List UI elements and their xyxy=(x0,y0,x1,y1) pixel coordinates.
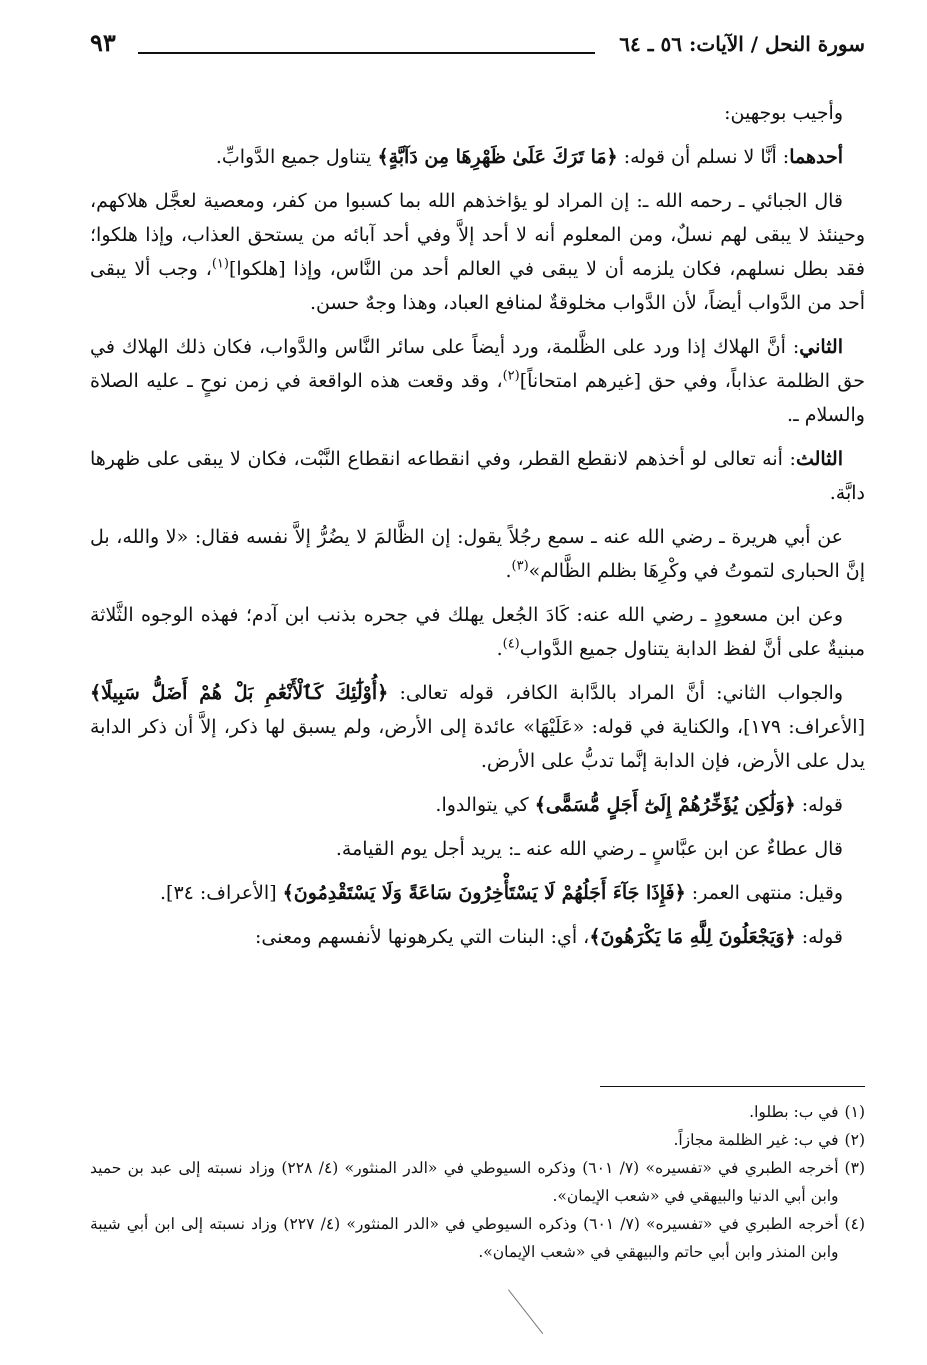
main-text xyxy=(90,96,865,964)
page-number: ٩٣ xyxy=(90,28,116,57)
paragraph xyxy=(90,96,865,130)
paragraph-text: كي يتوالدوا. xyxy=(435,794,535,816)
paragraph-text: : أنه تعالى لو أخذهم لانقطع القطر، وفي انقطاعه انقطاع النَّبْت، فكان لا يبقى على ظهرها دابَّة. xyxy=(90,448,865,504)
paragraph-text: قوله: xyxy=(795,926,843,948)
running-header xyxy=(90,28,865,62)
quran-verse: ﴿أُوْلَٰٓئِكَ كَٱلْأَنْعَٰمِ بَلْ هُمْ أَضَلُّ سَبِيلًا﴾ xyxy=(90,682,389,704)
paragraph-text: قال الجبائي ـ رحمه الله ـ: إن المراد لو يؤاخذهم الله بما كسبوا من كفر، ومعصية لعجَّل هلاكهم، وحينئذ لا يبقى لهم نسلٌ، ومن المعلوم أنه لا أحد إلاَّ وفي أحد آبائه من يستحق العذاب، وإذا هلكوا؛ فقد بطل نسلهم، فكان يلزمه أن لا يبقى في العالم أحد من النَّاس، وإذا [هلكوا] xyxy=(90,190,865,280)
footnote xyxy=(90,1154,865,1210)
paragraph-text: وقيل: منتهى العمر: xyxy=(685,882,843,904)
paragraph xyxy=(90,876,865,910)
paragraph xyxy=(90,676,865,778)
paragraph-label: أحدهما xyxy=(789,146,843,168)
footnote-number: (٤) xyxy=(844,1215,865,1233)
quran-verse: ﴿وَيَجْعَلُونَ لِلَّهِ مَا يَكْرَهُونَ﴾ xyxy=(589,926,796,948)
paragraph-text: ، وجب ألا يبقى أحد من الدَّواب أيضاً، لأن الدَّواب مخلوقةٌ لمنافع العباد، وهذا وجهٌ حسن. xyxy=(90,258,865,314)
paragraph-text: [الأعراف: ٣٤]. xyxy=(159,882,283,904)
footnote-divider xyxy=(600,1086,865,1087)
footnote xyxy=(90,1098,865,1126)
paragraph-label: الثالث xyxy=(795,448,843,470)
quran-verse: ﴿مَا تَرَكَ عَلَىٰ ظَهْرِهَا مِن دَآبَّةٍ﴾ xyxy=(377,146,618,168)
footnote xyxy=(90,1210,865,1266)
paragraph-text: : أنَّ الهلاك إذا ورد على الظَّلمة، ورد أيضاً على سائر النَّاس والدَّواب، فكان ذلك الهلاك في حق الظلمة عذاباً، وفي حق [غيرهم امتحاناً] xyxy=(90,336,866,392)
paragraph xyxy=(90,832,865,866)
scan-mark xyxy=(508,1289,543,1334)
paragraph xyxy=(90,788,865,822)
paragraph-text: ، وقد وقعت هذه الواقعة في زمن نوحٍ ـ عليه الصلاة والسلام ـ. xyxy=(90,370,865,426)
paragraph xyxy=(90,184,865,320)
paragraph-text: يتناول جميع الدَّوابِّ. xyxy=(215,146,378,168)
paragraph xyxy=(90,520,865,588)
paragraph-text: قوله: xyxy=(795,794,843,816)
footnote-number: (٣) xyxy=(844,1159,865,1177)
paragraph xyxy=(90,140,865,174)
paragraph-text: : أنَّا لا نسلم أن قوله: xyxy=(617,146,790,168)
paragraph-text: . xyxy=(505,560,512,582)
footnotes xyxy=(90,1098,865,1266)
footnote-text: في ب: بطلوا. xyxy=(749,1103,839,1121)
footnote-number: (١) xyxy=(844,1103,865,1121)
quran-verse: ﴿فَإِذَا جَآءَ أَجَلُهُمْ لَا يَسْتَأْخِرُونَ سَاعَةً وَلَا يَسْتَقْدِمُونَ﴾ xyxy=(282,882,686,904)
paragraph-text: . xyxy=(496,638,503,660)
footnote-ref[interactable]: (٤) xyxy=(502,636,520,652)
paragraph-text: [الأعراف: ١٧٩]، والكناية في قوله: «عَلَيْهَا» عائدة إلى الأرض، ولم يسبق لها ذكر، إلاَّ أن ذكر الدابة يدل على الأرض، فإن الدابة إنَّما تدبُّ على الأرض. xyxy=(90,716,865,772)
footnote-ref[interactable]: (٣) xyxy=(511,558,529,574)
footnote-ref[interactable]: (١) xyxy=(211,256,229,272)
paragraph-text: قال عطاءٌ عن ابن عبَّاسٍ ـ رضي الله عنه ـ: يريد أجل يوم القيامة. xyxy=(335,838,843,860)
paragraph-text: وأجيب بوجهين: xyxy=(724,102,843,124)
footnote-text: أخرجه الطبري في «تفسيره» (٧/ ٦٠١) وذكره السيوطي في «الدر المنثور» (٤/ ٢٢٨) وزاد نسبته إلى عبد بن حميد وابن أبي الدنيا والبيهقي في «شعب الإيمان». xyxy=(90,1159,839,1205)
paragraph xyxy=(90,598,865,666)
header-rule xyxy=(138,52,595,54)
header-title: سورة النحل / الآيات: ٥٦ ـ ٦٤ xyxy=(619,32,865,56)
footnote-text: في ب: غير الظلمة مجازاً. xyxy=(673,1131,839,1149)
paragraph-text: وعن ابن مسعودٍ ـ رضي الله عنه: كَادَ الجُعل يهلك في جحره بذنب ابن آدم؛ فهذه الوجوه الثَّلاثة مبنيةٌ على أنَّ لفظ الدابة يتناول جميع الدَّواب xyxy=(90,604,865,660)
paragraph-label: الثاني xyxy=(799,336,843,358)
paragraph-text: ، أي: البنات التي يكرهونها لأنفسهم ومعنى: xyxy=(255,926,590,948)
footnote-ref[interactable]: (٢) xyxy=(502,368,520,384)
paragraph-text: عن أبي هريرة ـ رضي الله عنه ـ سمع رجُلاً يقول: إن الظَّالمَ لا يضُرُّ إلاَّ نفسه فقال: «لا والله، بل إنَّ الحبارى لتموتُ في وكْرِهَا بظلم الظَّالم» xyxy=(90,526,865,582)
paragraph xyxy=(90,330,865,432)
footnote xyxy=(90,1126,865,1154)
footnote-number: (٢) xyxy=(844,1131,865,1149)
paragraph xyxy=(90,442,865,510)
paragraph xyxy=(90,920,865,954)
paragraph-text: والجواب الثاني: أنَّ المراد بالدَّابة الكافر، قوله تعالى: xyxy=(388,682,843,704)
footnote-text: أخرجه الطبري في «تفسيره» (٧/ ٦٠١) وذكره السيوطي في «الدر المنثور» (٤/ ٢٢٧) وزاد نسبته إلى ابن أبي شيبة وابن المنذر وابن أبي حاتم والبيهقي في «شعب الإيمان». xyxy=(90,1215,839,1261)
quran-verse: ﴿وَلَٰكِن يُؤَخِّرُهُمْ إِلَىٰٓ أَجَلٍ مُّسَمًّى﴾ xyxy=(534,794,796,816)
